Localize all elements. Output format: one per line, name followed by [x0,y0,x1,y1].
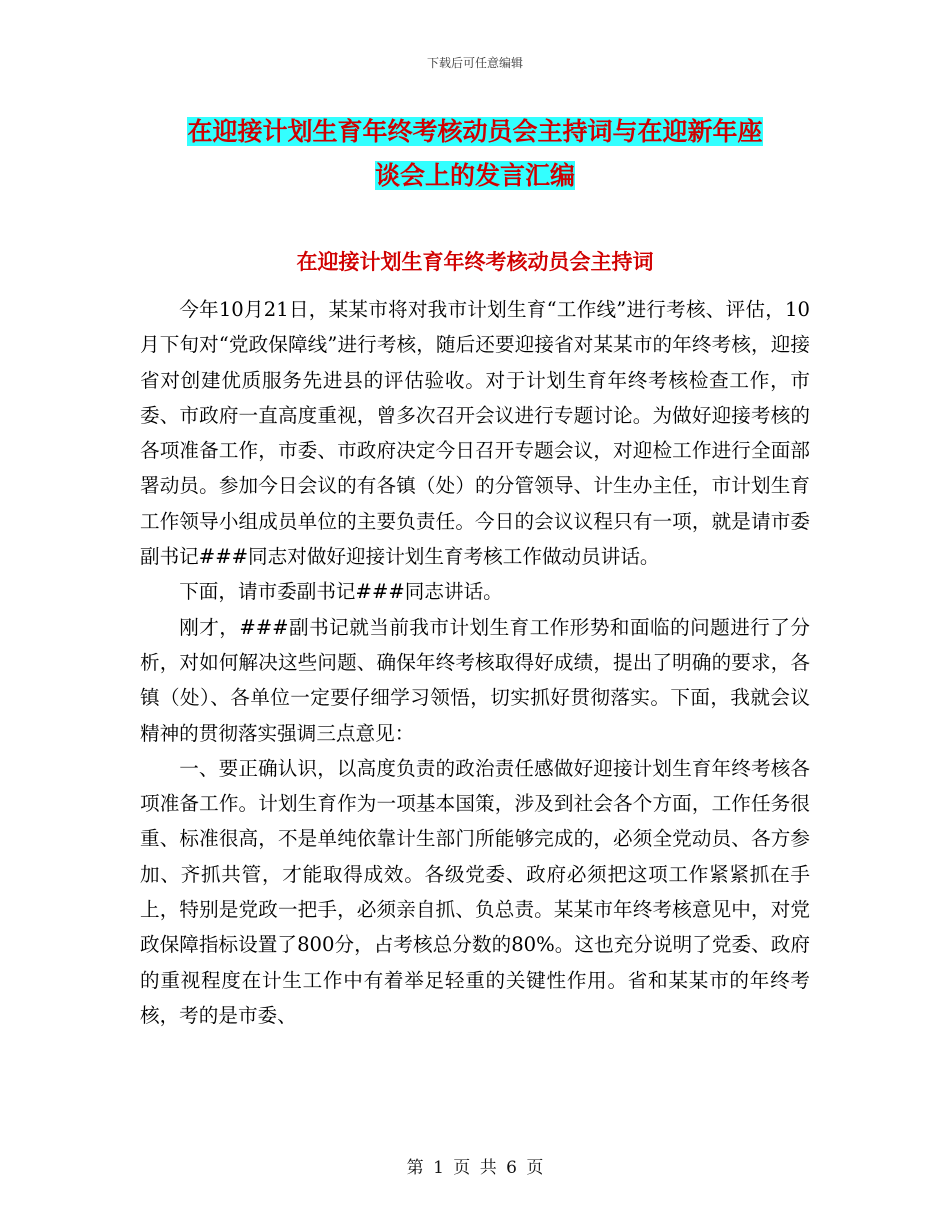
paragraph: 刚才，###副书记就当前我市计划生育工作形势和面临的问题进行了分析，对如何解决这些问题、确保年终考核取得好成绩，提出了明确的要求，各镇（处）、各单位一定要仔细学习领悟，切实抓好贯彻落实。下面，我就会议精神的贯彻落实强调三点意见： [140,615,810,745]
paragraph: 今年10月21日，某某市将对我市计划生育“工作线”进行考核、评估，10月下旬对“党政保障线”进行考核，随后还要迎接省对某某市的年终考核，迎接省对创建优质服务先进县的评估验收。对于计划生育年终考核检查工作，市委、市政府一直高度重视，曾多次召开会议进行专题讨论。为做好迎接考核的各项准备工作，市委、市政府决定今日召开专题会议，对迎检工作进行全面部署动员。参加今日会议的有各镇（处）的分管领导、计生办主任，市计划生育工作领导小组成员单位的主要负责任。今日的会议议程只有一项，就是请市委副书记###同志对做好迎接计划生育考核工作做动员讲话。 [140,298,810,569]
document-title [140,110,810,198]
paragraph: 一、要正确认识，以高度负责的政治责任感做好迎接计划生育年终考核各项准备工作。计划生育作为一项基本国策，涉及到社会各个方面，工作任务很重、标准很高，不是单纯依靠计生部门所能够完成的，必须全党动员、各方参加、齐抓共管，才能取得成效。各级党委、政府必须把这项工作紧紧抓在手上，特别是党政一把手，必须亲自抓、负总责。某某市年终考核意见中，对党政保障指标设置了800分，占考核总分数的80%。这也充分说明了党委、政府的重视程度在计生工作中有着举足轻重的关键性作用。省和某某市的年终考核，考的是市委、 [140,756,810,1027]
page-number: 第 1 页 共 6 页 [406,1158,544,1178]
paragraph: 下面，请市委副书记###同志讲话。 [179,580,503,604]
title-line-2: 谈会上的发言汇编 [374,161,575,190]
header-note: 下载后可任意编辑 [426,56,523,70]
section-title: 在迎接计划生育年终考核动员会主持词 [296,250,654,274]
title-line-1: 在迎接计划生育年终考核动员会主持词与在迎新年座 [187,117,763,146]
body-text [140,292,810,1033]
